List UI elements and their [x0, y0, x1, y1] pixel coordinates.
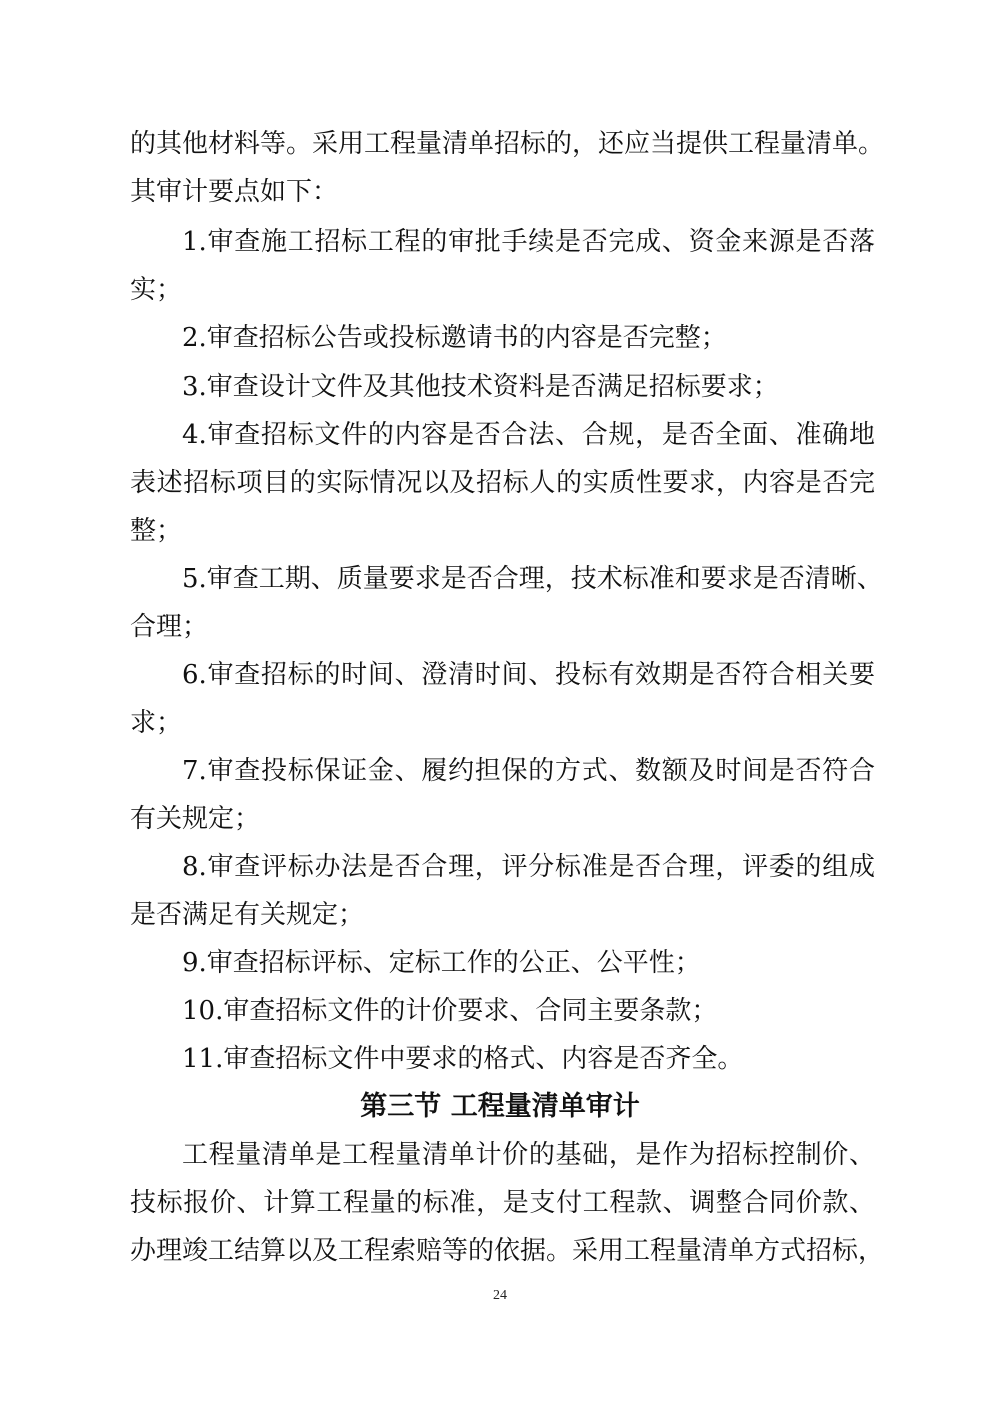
list-item-6: 6.审查招标的时间、澄清时间、投标有效期是否符合相关要	[182, 660, 875, 690]
text-line: 工程量清单是工程量清单计价的基础，是作为招标控制价、	[182, 1140, 875, 1170]
text-line: 的其他材料等。采用工程量清单招标的，还应当提供工程量清单。	[130, 129, 885, 159]
list-item-2: 2.审查招标公告或投标邀请书的内容是否完整；	[182, 323, 727, 353]
text-line: 有关规定；	[130, 804, 261, 834]
text-line: 技标报价、计算工程量的标准，是支付工程款、调整合同价款、	[130, 1188, 875, 1218]
list-item-8: 8.审查评标办法是否合理，评分标准是否合理，评委的组成	[182, 852, 875, 882]
text-line: 办理竣工结算以及工程索赔等的依据。采用工程量清单方式招标，	[130, 1236, 885, 1266]
list-item-10: 10.审查招标文件的计价要求、合同主要条款；	[182, 996, 718, 1026]
text-line: 表述招标项目的实际情况以及招标人的实质性要求，内容是否完	[130, 468, 875, 498]
text-line: 合理；	[130, 612, 209, 642]
list-item-7: 7.审查投标保证金、履约担保的方式、数额及时间是否符合	[182, 756, 875, 786]
text-line: 整；	[130, 516, 183, 546]
section-heading: 第三节 工程量清单审计	[360, 1091, 640, 1122]
text-line: 其审计要点如下：	[130, 177, 339, 207]
list-item-1: 1.审查施工招标工程的审批手续是否完成、资金来源是否落	[182, 227, 875, 257]
list-item-11: 11.审查招标文件中要求的格式、内容是否齐全。	[182, 1044, 744, 1074]
list-item-5: 5.审查工期、质量要求是否合理，技术标准和要求是否清晰、	[182, 564, 883, 594]
page-number: 24	[493, 1288, 507, 1303]
text-line: 是否满足有关规定；	[130, 900, 365, 930]
list-item-4: 4.审查招标文件的内容是否合法、合规，是否全面、准确地	[182, 420, 875, 450]
text-line: 实；	[130, 275, 183, 305]
list-item-9: 9.审查招标评标、定标工作的公正、公平性；	[182, 948, 701, 978]
text-line: 求；	[130, 708, 183, 738]
list-item-3: 3.审查设计文件及其他技术资料是否满足招标要求；	[182, 372, 779, 402]
